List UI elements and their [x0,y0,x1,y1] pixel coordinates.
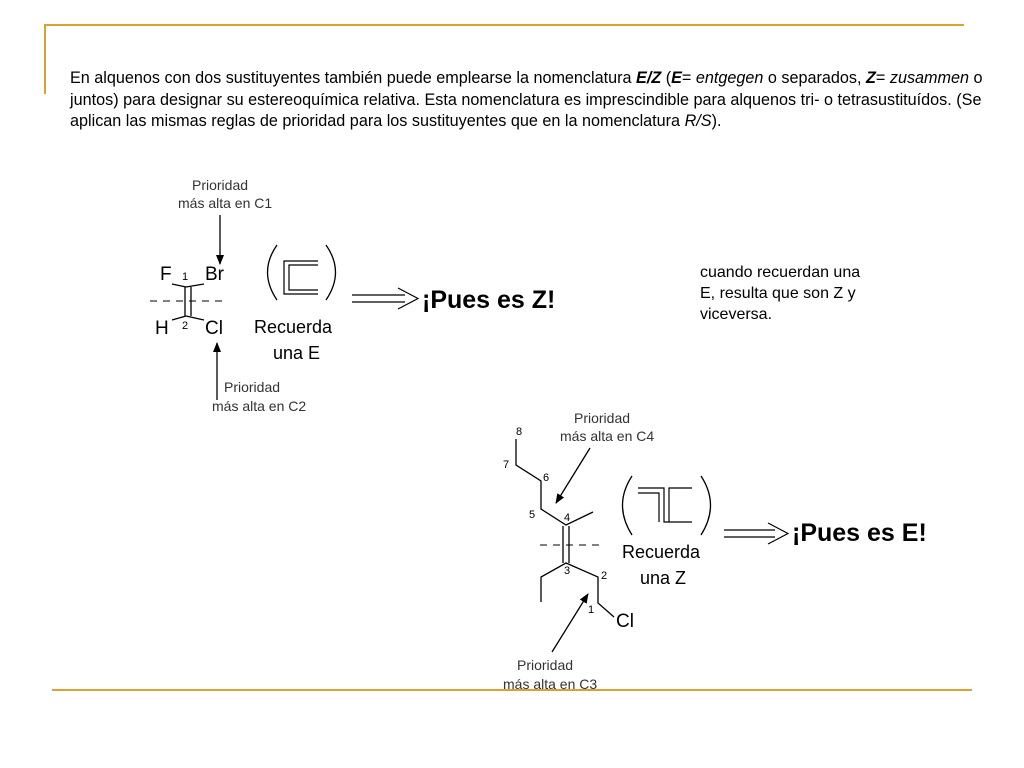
carbon-number-2: 2 [182,320,189,332]
carbon-number-3: 3 [564,565,571,577]
mnemonic-line2: una Z [640,568,687,588]
z-letter-icon [638,488,692,522]
result-arrow-icon [724,523,788,544]
carbon-number-6: 6 [543,472,550,484]
atom-br: Br [205,264,224,285]
mnemonic-line1: Recuerda [254,317,333,337]
priority-c4-label-line1: Prioridad [574,410,631,426]
atom-cl: Cl [616,611,634,632]
priority-c1-label-line2: más alta en C1 [178,195,273,211]
carbon-number-1: 1 [588,604,595,616]
priority-c3-arrow [552,594,588,652]
atom-f: F [160,264,172,285]
result-label: ¡Pues es E! [792,519,927,547]
left-parenthesis [623,476,633,535]
result-label: ¡Pues es Z! [422,286,556,314]
carbon-number-2: 2 [601,570,608,582]
priority-c3-label-line2: más alta en C3 [503,676,598,692]
priority-c2-label-line1: Prioridad [224,379,281,395]
diagram-2 [503,410,927,692]
bond-br [186,284,204,287]
left-parenthesis [268,245,278,300]
atom-cl: Cl [205,318,223,339]
diagram-1 [150,177,555,414]
mnemonic-line2: una E [273,343,321,363]
right-parenthesis [326,245,336,300]
carbon-number-1: 1 [182,271,189,283]
e-letter-icon [284,261,318,294]
mnemonic-line1: Recuerda [622,542,701,562]
carbon-chain-upper [516,439,593,525]
right-parenthesis [701,476,711,535]
side-note: cuando recuerdan una E, resulta que son Z y viceversa. [700,264,861,323]
priority-c4-arrow [556,448,590,503]
atom-h: H [155,318,169,339]
priority-c4-label-line2: más alta en C4 [560,428,655,444]
priority-c3-label-line1: Prioridad [517,657,574,673]
bond-cl [186,316,204,320]
bond-f [172,284,186,287]
carbon-number-4: 4 [564,512,571,524]
priority-c1-label-line1: Prioridad [192,177,249,193]
priority-c2-label-line2: más alta en C2 [212,398,307,414]
carbon-number-5: 5 [529,509,536,521]
carbon-number-7: 7 [503,459,510,471]
carbon-number-8: 8 [516,426,523,438]
result-arrow-icon [352,288,418,309]
intro-paragraph: En alquenos con dos sustituyentes también puede emplearse la nomenclatura E/Z (E= entgegen o separados, Z= zusammen o juntos) para designar su estereoquímica relativa. Esta nomenclatura es imprescindible para alquenos tri- o tetrasustituídos. (Se aplican las mismas reglas de prioridad para los sustituyentes que en la nomenclatura R/S). [70,69,983,130]
